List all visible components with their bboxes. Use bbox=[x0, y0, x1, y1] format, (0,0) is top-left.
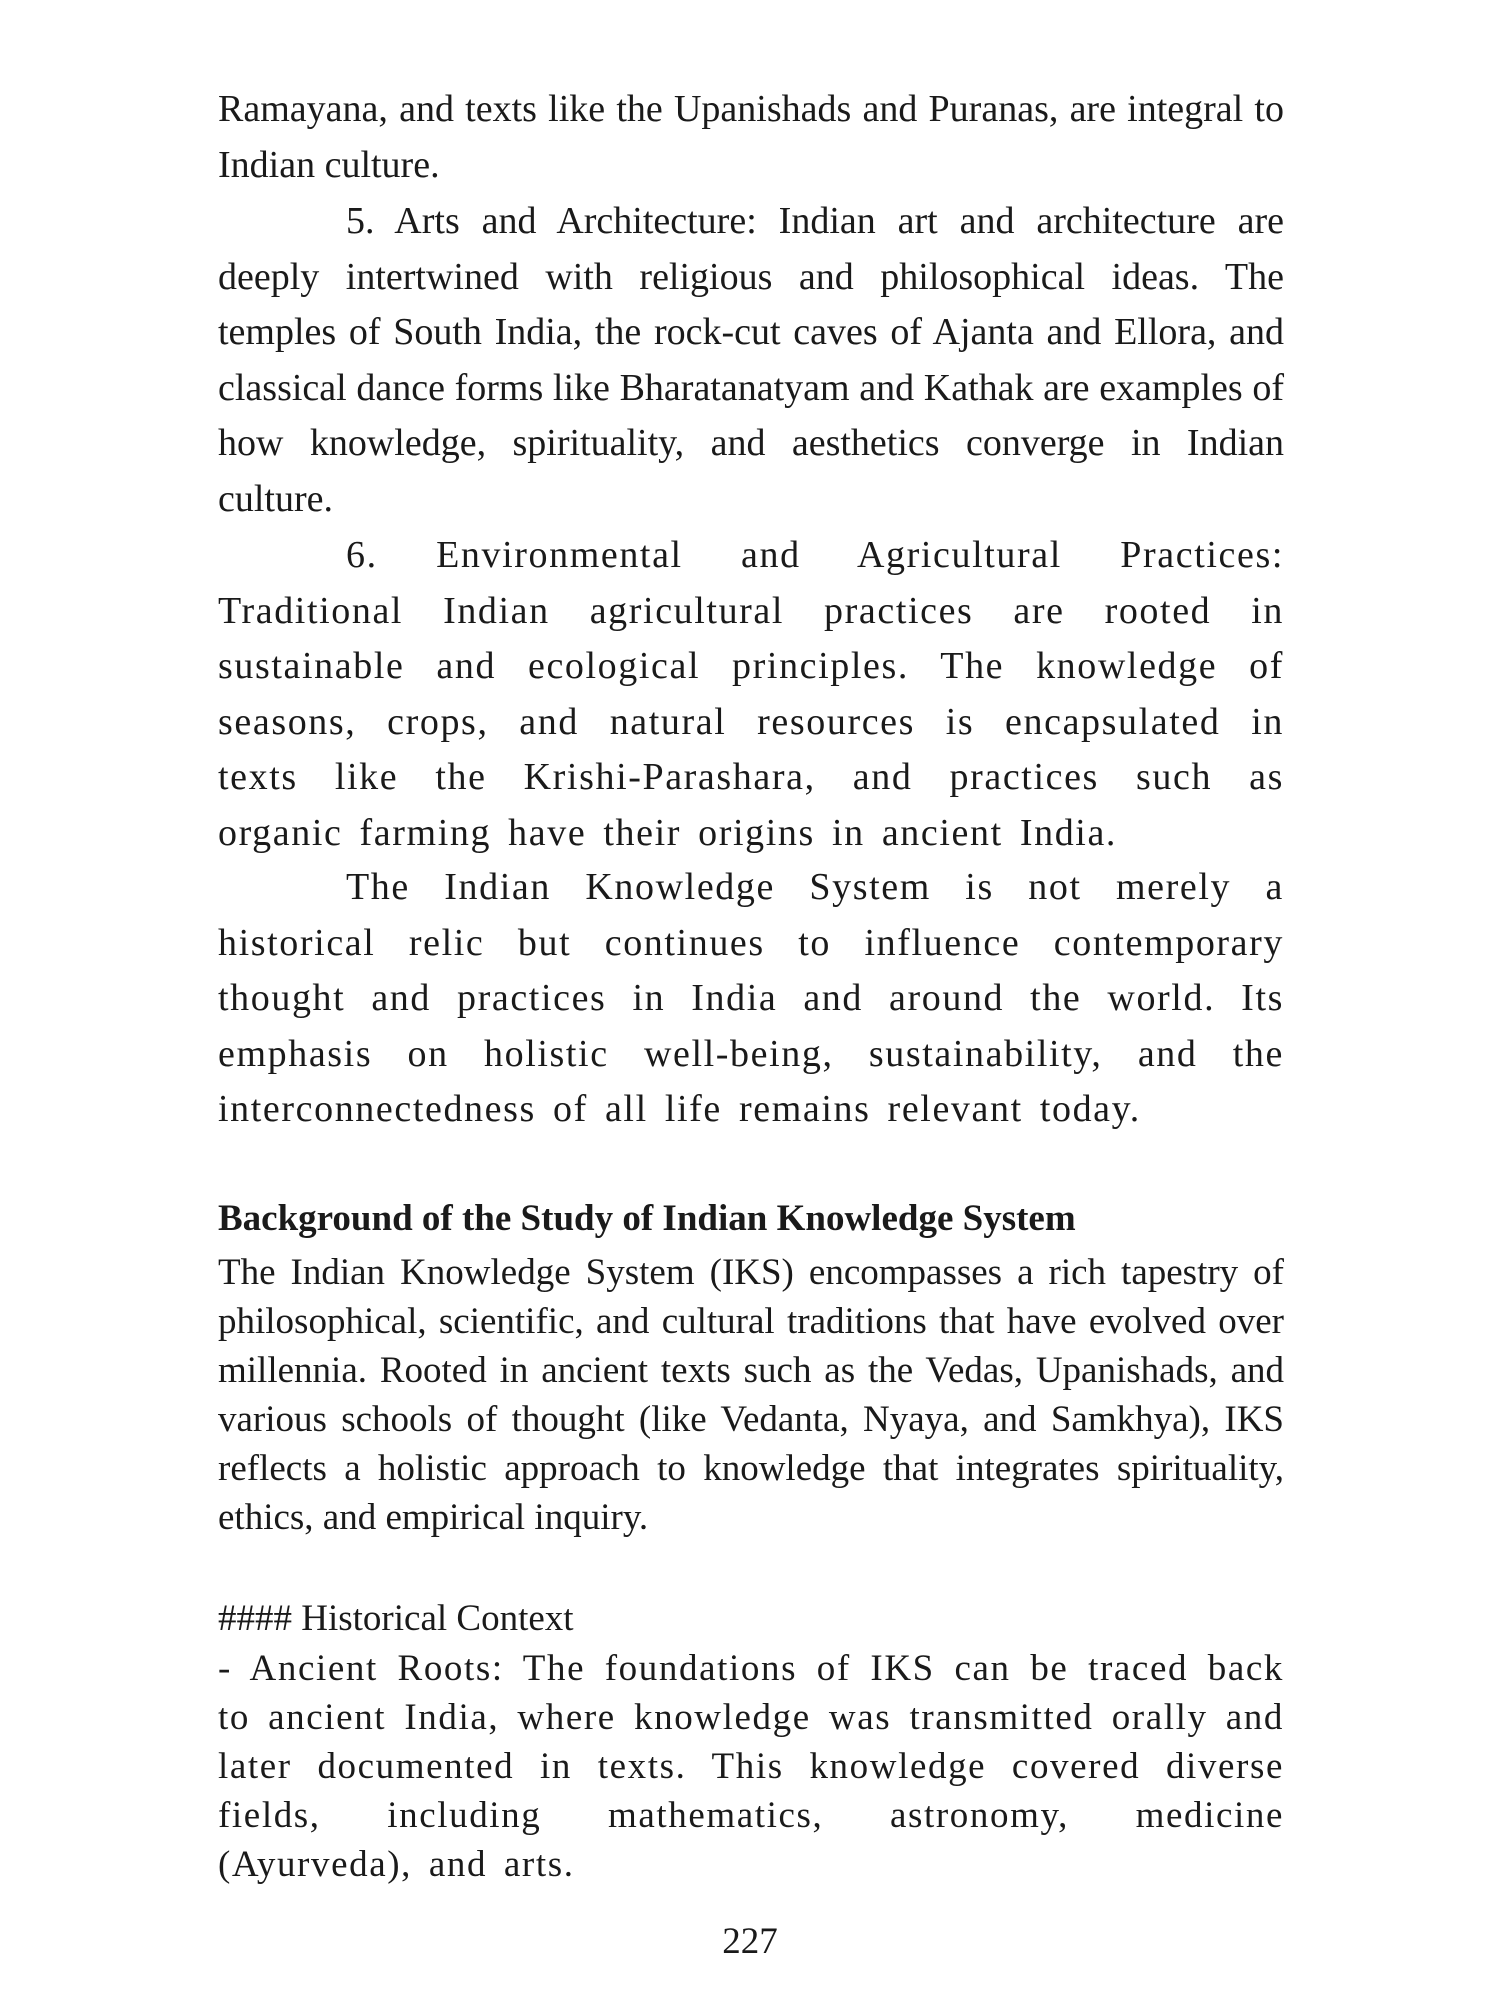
page-number: 227 bbox=[722, 1921, 778, 1962]
section-heading: Background of the Study of Indian Knowledge System bbox=[218, 1198, 1076, 1239]
environmental-paragraph bbox=[218, 528, 1284, 861]
environmental-text: 6. Environmental and Agricultural Practices: Traditional Indian agricultural practices are rooted in sustainable and ecological principles. The knowledge of seasons, crops, and natural resources is encapsulated in texts like the Krishi-Parashara, and practices such as organic farming have their origins in ancient India. bbox=[218, 534, 1284, 854]
arts-architecture-paragraph bbox=[218, 194, 1284, 527]
ancient-roots-paragraph: - Ancient Roots: The foundations of IKS can be traced back to ancient India, where knowledge was transmitted orally and later documented in texts. This knowledge covered diverse fields, including mathematics, astronomy, medicine (Ayurveda), and arts. bbox=[218, 1648, 1284, 1885]
conclusion-text: The Indian Knowledge System is not merely a historical relic but continues to influence contemporary thought and practices in India and around the world. Its emphasis on holistic well-being, sustainability, and the interconnectedness of all life remains relevant today. bbox=[218, 866, 1284, 1130]
background-paragraph: The Indian Knowledge System (IKS) encompasses a rich tapestry of philosophical, scientific, and cultural traditions that have evolved over millennia. Rooted in ancient texts such as the Vedas, Upanishads, and various schools of thought (like Vedanta, Nyaya, and Samkhya), IKS reflects a holistic approach to knowledge that integrates spirituality, ethics, and empirical inquiry. bbox=[218, 1252, 1284, 1538]
arts-architecture-text: 5. Arts and Architecture: Indian art and architecture are deeply intertwined with religious and philosophical ideas. The temples of South India, the rock-cut caves of Ajanta and Ellora, and classical dance forms like Bharatanatyam and Kathak are examples of how knowledge, spirituality, and aesthetics converge in Indian culture. bbox=[218, 200, 1284, 520]
historical-context-subheading: #### Historical Context bbox=[218, 1598, 574, 1639]
continuation-paragraph: Ramayana, and texts like the Upanishads and Puranas, are integral to Indian culture. bbox=[218, 88, 1284, 186]
conclusion-paragraph bbox=[218, 860, 1284, 1138]
